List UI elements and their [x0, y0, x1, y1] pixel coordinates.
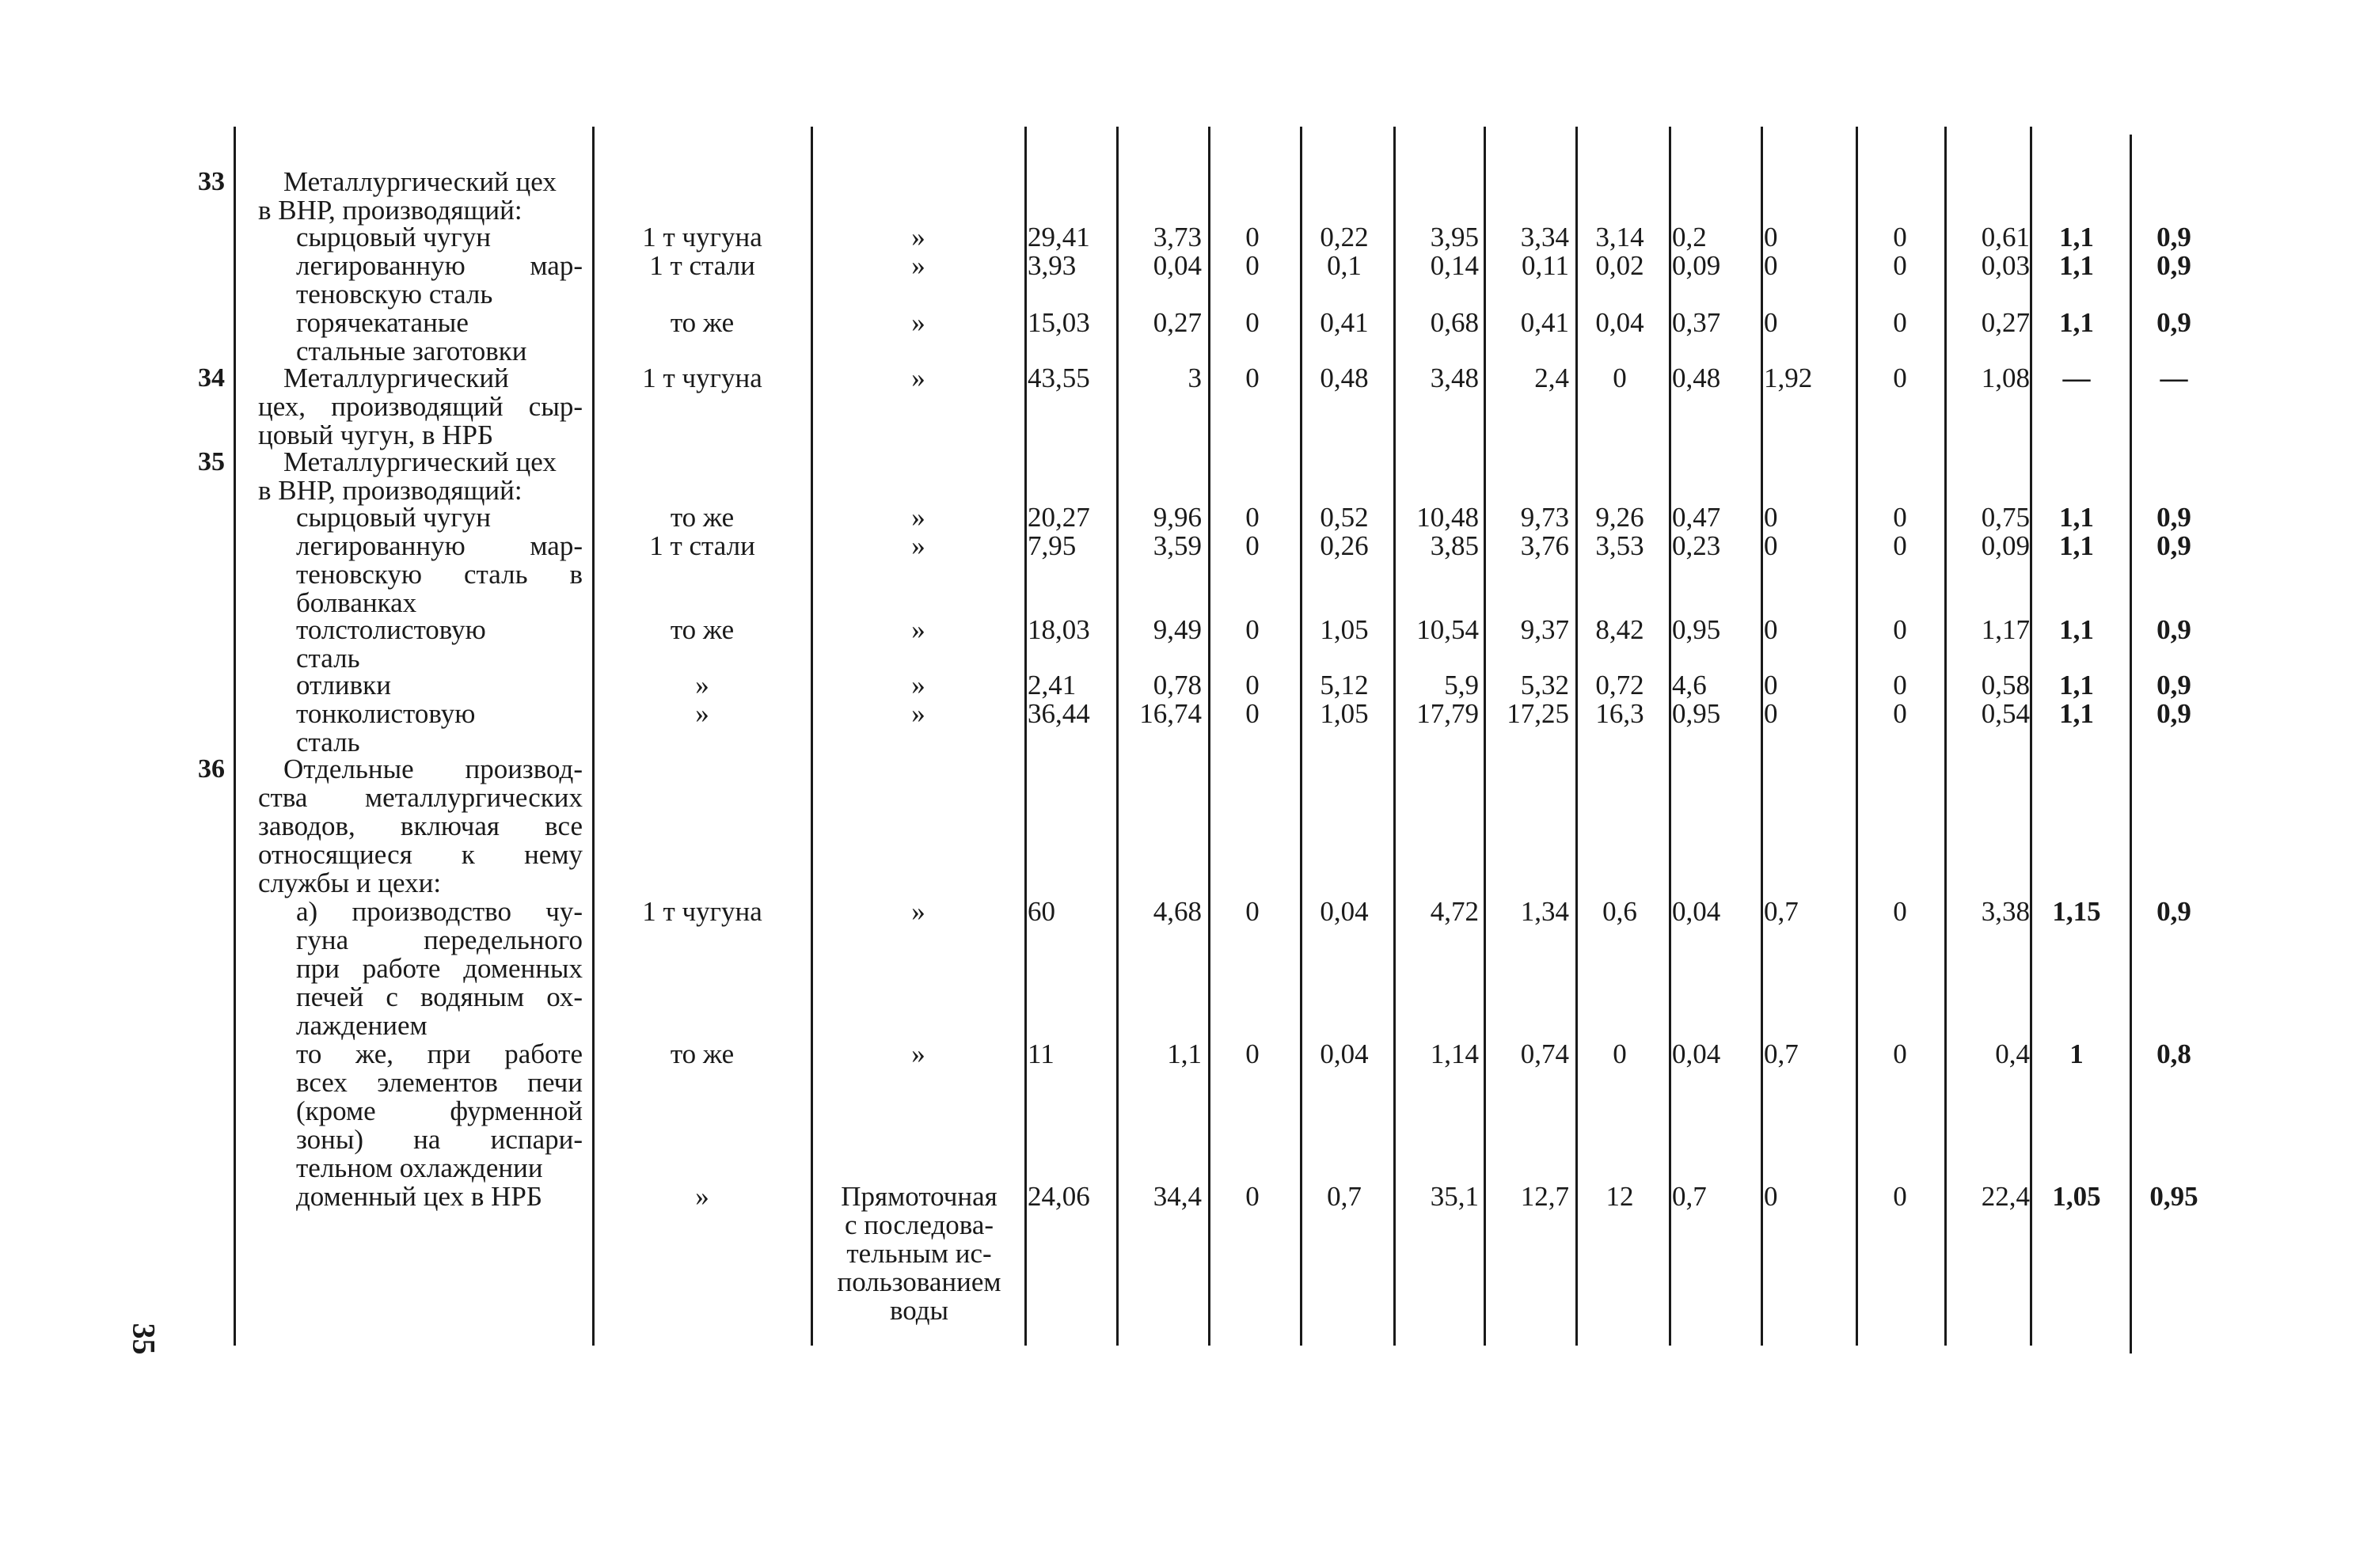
- row-description-line: а) производство чу-: [296, 896, 583, 927]
- row-number: 35: [198, 447, 225, 476]
- value-cell: 7,95: [1028, 530, 1077, 561]
- value-cell: 0: [1764, 530, 1778, 561]
- value-cell: 0: [1245, 250, 1260, 281]
- value-cell: 0,22: [1320, 222, 1369, 252]
- value-cell: 0: [1245, 363, 1260, 393]
- scheme-cell-line: Прямоточная: [841, 1181, 998, 1212]
- value-cell: 22,4: [1981, 1181, 2030, 1212]
- scheme-cell: »: [911, 250, 925, 281]
- value-cell: 1,1: [2059, 530, 2094, 561]
- value-cell: 1,1: [2059, 614, 2094, 645]
- value-cell: 0: [1893, 502, 1907, 533]
- value-cell: 0: [1245, 530, 1260, 561]
- row-description-line: стальные заготовки: [296, 336, 527, 366]
- value-cell: 9,73: [1520, 502, 1569, 533]
- value-cell: 1,1: [2059, 307, 2094, 338]
- unit-cell: то же: [670, 614, 735, 645]
- value-cell: 0,7: [1764, 896, 1799, 927]
- value-cell: 24,06: [1028, 1181, 1090, 1212]
- unit-cell: 1 т стали: [649, 250, 755, 281]
- unit-cell: »: [695, 1181, 709, 1212]
- value-cell: 5,12: [1320, 670, 1369, 700]
- value-cell: 0: [1764, 698, 1778, 729]
- value-cell: 0,95: [1672, 698, 1721, 729]
- row-description-line: сталь: [296, 643, 360, 674]
- row-description-line: всех элементов печи: [296, 1067, 583, 1098]
- value-cell: 0,47: [1672, 502, 1721, 533]
- value-cell: 36,44: [1028, 698, 1090, 729]
- value-cell: 0,04: [1153, 250, 1202, 281]
- value-cell: 0: [1245, 670, 1260, 700]
- value-cell: 11: [1028, 1038, 1054, 1069]
- value-cell: 3,48: [1430, 363, 1479, 393]
- unit-cell: »: [695, 670, 709, 700]
- value-cell: 0: [1893, 363, 1907, 393]
- value-cell: 9,26: [1595, 502, 1644, 533]
- value-cell: 1,1: [2059, 502, 2094, 533]
- value-cell: 0,9: [2156, 222, 2191, 252]
- value-cell: 4,6: [1672, 670, 1707, 700]
- value-cell: 0,95: [2149, 1181, 2198, 1212]
- value-cell: 0,68: [1430, 307, 1479, 338]
- row-description-line: горячекатаные: [296, 307, 469, 338]
- column-rule: [1761, 127, 1763, 1346]
- value-cell: 3,93: [1028, 250, 1077, 281]
- scheme-cell: »: [911, 670, 925, 700]
- value-cell: 20,27: [1028, 502, 1090, 533]
- value-cell: 0,41: [1520, 307, 1569, 338]
- column-rule: [1944, 127, 1947, 1346]
- unit-cell: 1 т чугуна: [642, 222, 762, 252]
- row-description-line: то же, при работе: [296, 1038, 583, 1069]
- value-cell: 0: [1764, 502, 1778, 533]
- value-cell: 12,7: [1520, 1181, 1569, 1212]
- value-cell: 0: [1893, 530, 1907, 561]
- row-description-line: Металлургический: [283, 363, 509, 393]
- value-cell: 2,41: [1028, 670, 1077, 700]
- column-rule: [1393, 127, 1396, 1346]
- value-cell: 0,7: [1672, 1181, 1707, 1212]
- scheme-cell-line: с последова-: [844, 1209, 994, 1240]
- row-description-line: теновскую сталь в: [296, 559, 583, 590]
- value-cell: 29,41: [1028, 222, 1090, 252]
- value-cell: —: [2160, 363, 2188, 393]
- value-cell: 1,15: [2052, 896, 2101, 927]
- value-cell: 0: [1893, 250, 1907, 281]
- row-description-line: болванках: [296, 587, 417, 618]
- value-cell: 0,04: [1672, 1038, 1721, 1069]
- unit-cell: то же: [670, 1038, 735, 1069]
- value-cell: 0,7: [1327, 1181, 1362, 1212]
- value-cell: 15,03: [1028, 307, 1090, 338]
- scheme-cell: »: [911, 698, 925, 729]
- value-cell: 1,17: [1981, 614, 2030, 645]
- unit-cell: 1 т стали: [649, 530, 755, 561]
- value-cell: 0: [1245, 1038, 1260, 1069]
- value-cell: 1: [2069, 1038, 2084, 1069]
- value-cell: 0: [1764, 614, 1778, 645]
- unit-cell: 1 т чугуна: [642, 363, 762, 393]
- row-description-line: сырцовый чугун: [296, 502, 491, 533]
- scheme-cell-line: пользованием: [837, 1266, 1001, 1297]
- row-description-line: (кроме фурменной: [296, 1095, 583, 1126]
- value-cell: 0: [1764, 307, 1778, 338]
- value-cell: 1,1: [2059, 698, 2094, 729]
- value-cell: 0: [1245, 614, 1260, 645]
- value-cell: 0: [1245, 896, 1260, 927]
- value-cell: 12: [1606, 1181, 1634, 1212]
- value-cell: 10,54: [1416, 614, 1479, 645]
- value-cell: 0: [1893, 307, 1907, 338]
- row-number: 34: [198, 363, 225, 393]
- value-cell: 0: [1613, 363, 1627, 393]
- value-cell: 18,03: [1028, 614, 1090, 645]
- value-cell: 0,72: [1595, 670, 1644, 700]
- row-description-line: сталь: [296, 727, 360, 757]
- value-cell: 0: [1764, 1181, 1778, 1212]
- row-description-line: легированную мар-: [296, 250, 583, 281]
- value-cell: 0,54: [1981, 698, 2030, 729]
- row-description-line: теновскую сталь: [296, 279, 493, 309]
- value-cell: 0,58: [1981, 670, 2030, 700]
- value-cell: 4,72: [1430, 896, 1479, 927]
- column-rule: [234, 127, 236, 1346]
- column-rule: [1024, 127, 1027, 1346]
- value-cell: 2,4: [1534, 363, 1569, 393]
- value-cell: 1,14: [1430, 1038, 1479, 1069]
- value-cell: 0,9: [2156, 530, 2191, 561]
- value-cell: 1,05: [2052, 1181, 2101, 1212]
- value-cell: 0,37: [1672, 307, 1721, 338]
- value-cell: 0,11: [1522, 250, 1569, 281]
- column-rule: [1575, 127, 1578, 1346]
- row-number: 36: [198, 754, 225, 784]
- value-cell: 1,1: [2059, 670, 2094, 700]
- value-cell: 0,9: [2156, 614, 2191, 645]
- value-cell: 1,1: [2059, 250, 2094, 281]
- page-number: 35: [126, 1323, 162, 1355]
- column-rule: [592, 127, 595, 1346]
- column-rule: [1208, 127, 1210, 1346]
- value-cell: 1,92: [1764, 363, 1813, 393]
- row-description-line: отливки: [296, 670, 391, 700]
- value-cell: 0,48: [1672, 363, 1721, 393]
- row-description-line: цовый чугун, в НРБ: [258, 420, 494, 450]
- column-rule: [2030, 127, 2032, 1346]
- column-rule: [1116, 127, 1119, 1346]
- value-cell: 0,8: [2156, 1038, 2191, 1069]
- value-cell: 0: [1893, 614, 1907, 645]
- row-description-line: тельном охлаждении: [296, 1152, 543, 1183]
- value-cell: 0: [1893, 670, 1907, 700]
- value-cell: 0,1: [1327, 250, 1362, 281]
- value-cell: 0,23: [1672, 530, 1721, 561]
- unit-cell: »: [695, 698, 709, 729]
- value-cell: 1,08: [1981, 363, 2030, 393]
- row-description-line: сырцовый чугун: [296, 222, 491, 252]
- value-cell: 0: [1245, 1181, 1260, 1212]
- row-description-line: Отдельные производ-: [283, 754, 583, 784]
- value-cell: 5,32: [1520, 670, 1569, 700]
- value-cell: 34,4: [1153, 1181, 1202, 1212]
- row-description-line: при работе доменных: [296, 953, 583, 984]
- value-cell: 0,04: [1672, 896, 1721, 927]
- row-number: 33: [198, 167, 225, 196]
- row-description-line: тонколистовую: [296, 698, 476, 729]
- column-rule: [1856, 127, 1858, 1346]
- scheme-cell: »: [911, 363, 925, 393]
- value-cell: 0: [1613, 1038, 1627, 1069]
- value-cell: 0: [1245, 307, 1260, 338]
- row-description-line: в ВНР, производящий:: [258, 475, 522, 506]
- value-cell: 3,59: [1153, 530, 1202, 561]
- row-description-line: ства металлургических: [258, 782, 583, 813]
- value-cell: 8,42: [1595, 614, 1644, 645]
- row-description-line: легированную мар-: [296, 530, 583, 561]
- value-cell: 1,05: [1320, 614, 1369, 645]
- row-description-line: заводов, включая все: [258, 811, 583, 841]
- value-cell: 0: [1245, 502, 1260, 533]
- value-cell: 3,73: [1153, 222, 1202, 252]
- value-cell: 60: [1028, 896, 1055, 927]
- scheme-cell: »: [911, 530, 925, 561]
- value-cell: 0,03: [1981, 250, 2030, 281]
- value-cell: 0,74: [1520, 1038, 1569, 1069]
- value-cell: 0,2: [1672, 222, 1707, 252]
- row-description-line: в ВНР, производящий:: [258, 195, 522, 226]
- row-description-line: толстолистовую: [296, 614, 486, 645]
- scheme-cell: »: [911, 614, 925, 645]
- value-cell: 3,38: [1981, 896, 2030, 927]
- value-cell: 0,04: [1320, 1038, 1369, 1069]
- column-rule: [811, 127, 813, 1346]
- value-cell: 0,9: [2156, 502, 2191, 533]
- row-description-line: гуна передельного: [296, 924, 583, 955]
- row-description-line: печей с водяным ох-: [296, 981, 583, 1012]
- value-cell: 0,41: [1320, 307, 1369, 338]
- value-cell: 0: [1893, 1038, 1907, 1069]
- scheme-cell-line: тельным ис-: [846, 1238, 992, 1269]
- value-cell: 3,85: [1430, 530, 1479, 561]
- unit-cell: то же: [670, 502, 735, 533]
- scheme-cell: »: [911, 502, 925, 533]
- value-cell: 1,05: [1320, 698, 1369, 729]
- value-cell: 0,9: [2156, 250, 2191, 281]
- row-description-line: относящиеся к нему: [258, 839, 583, 870]
- row-description-line: Металлургический цех: [283, 166, 557, 197]
- value-cell: 0: [1764, 222, 1778, 252]
- value-cell: 16,3: [1595, 698, 1644, 729]
- row-description-line: зоны) на испари-: [296, 1124, 583, 1155]
- value-cell: 1,34: [1520, 896, 1569, 927]
- value-cell: 5,9: [1444, 670, 1479, 700]
- column-rule: [1484, 127, 1486, 1346]
- value-cell: 1,1: [1167, 1038, 1202, 1069]
- value-cell: 0,75: [1981, 502, 2030, 533]
- value-cell: 9,49: [1153, 614, 1202, 645]
- value-cell: 16,74: [1139, 698, 1202, 729]
- scheme-cell-line: воды: [889, 1295, 949, 1326]
- value-cell: —: [2062, 363, 2091, 393]
- value-cell: 0,04: [1320, 896, 1369, 927]
- value-cell: 0,09: [1672, 250, 1721, 281]
- value-cell: 0,9: [2156, 670, 2191, 700]
- value-cell: 43,55: [1028, 363, 1090, 393]
- column-rule: [1669, 127, 1671, 1346]
- value-cell: 3,14: [1595, 222, 1644, 252]
- value-cell: 0,9: [2156, 307, 2191, 338]
- scheme-cell: »: [911, 222, 925, 252]
- value-cell: 0: [1893, 698, 1907, 729]
- value-cell: 3,95: [1430, 222, 1479, 252]
- value-cell: 0,04: [1595, 307, 1644, 338]
- value-cell: 0,09: [1981, 530, 2030, 561]
- value-cell: 0,48: [1320, 363, 1369, 393]
- value-cell: 3: [1188, 363, 1202, 393]
- value-cell: 0,27: [1981, 307, 2030, 338]
- value-cell: 0,14: [1430, 250, 1479, 281]
- row-description-line: доменный цех в НРБ: [296, 1181, 542, 1212]
- value-cell: 35,1: [1430, 1181, 1479, 1212]
- value-cell: 0: [1245, 222, 1260, 252]
- value-cell: 0: [1893, 896, 1907, 927]
- scheme-cell: »: [911, 1038, 925, 1069]
- value-cell: 10,48: [1416, 502, 1479, 533]
- unit-cell: то же: [670, 307, 735, 338]
- value-cell: 0,61: [1981, 222, 2030, 252]
- value-cell: 0,27: [1153, 307, 1202, 338]
- column-rule: [2130, 135, 2132, 1353]
- value-cell: 0: [1764, 670, 1778, 700]
- value-cell: 1,1: [2059, 222, 2094, 252]
- value-cell: 3,34: [1520, 222, 1569, 252]
- row-description-line: цех, производящий сыр-: [258, 391, 583, 422]
- value-cell: 0,9: [2156, 896, 2191, 927]
- value-cell: 0,02: [1595, 250, 1644, 281]
- value-cell: 0: [1893, 1181, 1907, 1212]
- value-cell: 0,95: [1672, 614, 1721, 645]
- scheme-cell: »: [911, 307, 925, 338]
- value-cell: 0,26: [1320, 530, 1369, 561]
- value-cell: 0,7: [1764, 1038, 1799, 1069]
- unit-cell: 1 т чугуна: [642, 896, 762, 927]
- value-cell: 4,68: [1153, 896, 1202, 927]
- row-description-line: лаждением: [296, 1010, 428, 1041]
- column-rule: [1300, 127, 1302, 1346]
- value-cell: 0,52: [1320, 502, 1369, 533]
- value-cell: 0,4: [1995, 1038, 2030, 1069]
- value-cell: 3,53: [1595, 530, 1644, 561]
- row-description-line: Металлургический цех: [283, 446, 557, 477]
- value-cell: 0: [1764, 250, 1778, 281]
- value-cell: 9,37: [1520, 614, 1569, 645]
- row-description-line: службы и цехи:: [258, 868, 442, 898]
- value-cell: 0,78: [1153, 670, 1202, 700]
- value-cell: 17,25: [1507, 698, 1569, 729]
- value-cell: 3,76: [1520, 530, 1569, 561]
- value-cell: 0: [1245, 698, 1260, 729]
- value-cell: 0,9: [2156, 698, 2191, 729]
- value-cell: 0: [1893, 222, 1907, 252]
- value-cell: 0,6: [1602, 896, 1637, 927]
- scheme-cell: »: [911, 896, 925, 927]
- value-cell: 17,79: [1416, 698, 1479, 729]
- value-cell: 9,96: [1153, 502, 1202, 533]
